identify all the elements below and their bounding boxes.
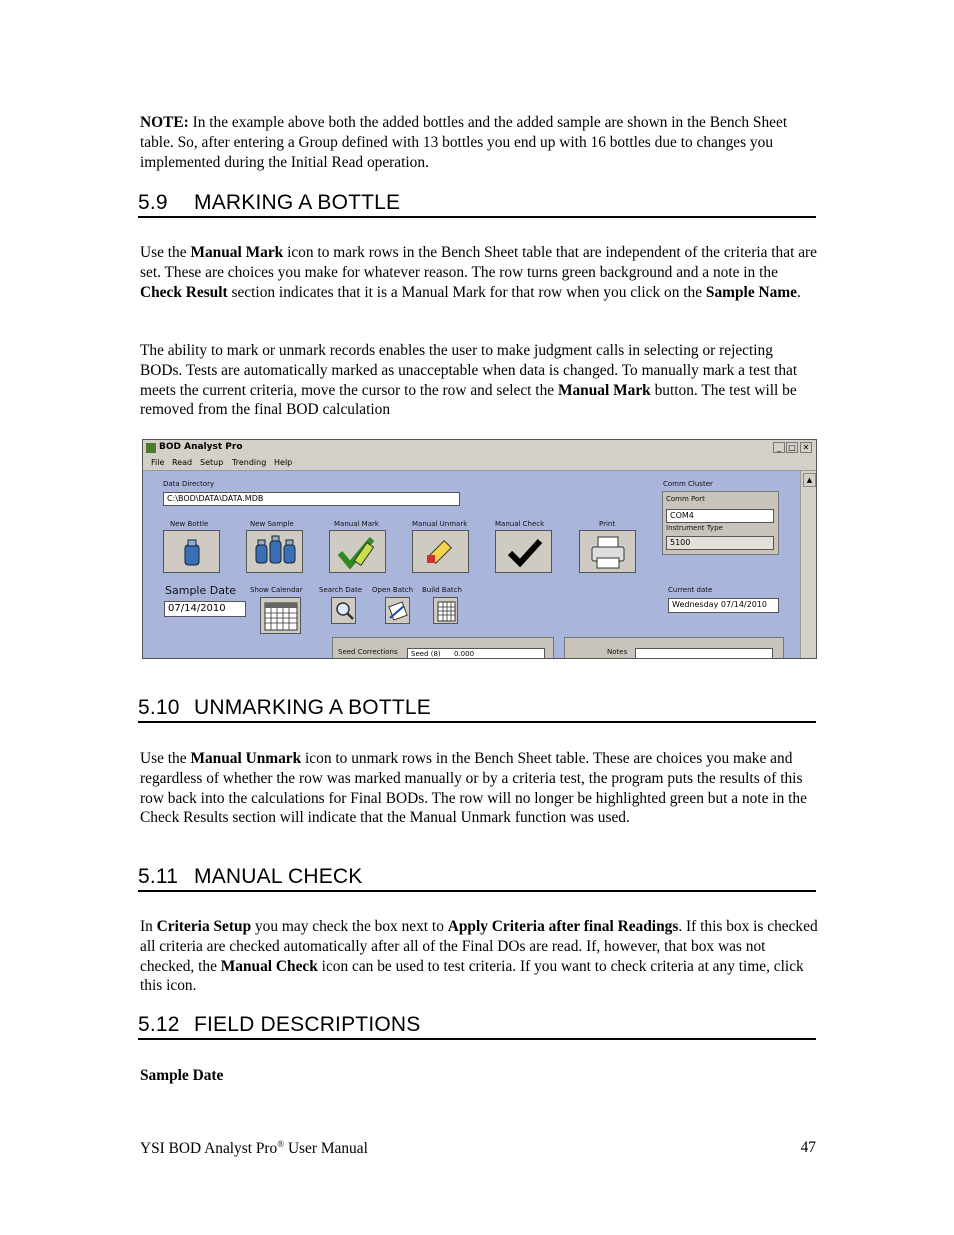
scroll-up-icon[interactable]: ▲: [803, 473, 816, 487]
menu-file[interactable]: File: [151, 458, 165, 467]
app-screenshot: [142, 439, 817, 659]
maximize-icon[interactable]: □: [786, 442, 798, 453]
data-directory-label: Data Directory: [163, 480, 215, 488]
paragraph-marking-2: The ability to mark or unmark records enables the user to make judgment calls in selecting or rejecting BODs. Tests are automatically marked as unacceptable when data is changed. To manually mark a test that meets the current criteria, move the cursor to the row and select the Manual Mark button. The test will be removed from the final BOD calculation: [140, 342, 798, 419]
seed-corrections-panel: [332, 637, 554, 659]
app-titlebar: [143, 440, 816, 456]
section-title: FIELD DESCRIPTIONS: [194, 1013, 421, 1036]
eraser-icon: [413, 531, 470, 574]
comm-port-label: Comm Port: [666, 495, 705, 503]
open-batch-icon: [386, 598, 411, 625]
open-batch-label: Open Batch: [372, 586, 414, 594]
show-calendar-label: Show Calendar: [250, 586, 303, 594]
paragraph-manual-check: In Criteria Setup you may check the box next to Apply Criteria after final Readings. If this box is checked all criteria are checked automatically after all of the Final DOs are read. If, however, that box was not checked, the Manual Check icon can be used to test criteria. If you want to check criteria at any time, click this icon.: [140, 918, 818, 995]
comm-cluster-panel: [662, 491, 779, 555]
notes-label: Notes: [607, 648, 628, 656]
build-batch-button[interactable]: [433, 597, 458, 624]
seed-corrections-label: Seed Corrections: [338, 648, 398, 656]
new-bottle-button[interactable]: [163, 530, 220, 573]
print-label: Print: [599, 520, 616, 528]
manual-check-button[interactable]: [495, 530, 552, 573]
section-title: UNMARKING A BOTTLE: [194, 696, 431, 719]
print-button[interactable]: [579, 530, 636, 573]
current-date-field: Wednesday 07/14/2010: [668, 598, 779, 613]
section-heading-5-12: [138, 1013, 816, 1040]
menu-trending[interactable]: Trending: [232, 458, 267, 467]
calendar-icon: [261, 598, 302, 635]
notes-select[interactable]: [635, 648, 773, 659]
data-directory-input[interactable]: C:\BOD\DATA\DATA.MDB: [163, 492, 460, 506]
open-batch-button[interactable]: [385, 597, 410, 624]
notes-panel: [564, 637, 784, 659]
menu-setup[interactable]: Setup: [200, 458, 224, 467]
manual-unmark-button[interactable]: [412, 530, 469, 573]
seed-select[interactable]: Seed (8) 0.000: [407, 648, 545, 659]
menu-help[interactable]: Help: [274, 458, 293, 467]
checkmark-icon: [496, 531, 553, 574]
page-number: 47: [800, 1139, 816, 1156]
sample-date-input[interactable]: 07/14/2010: [164, 601, 246, 617]
search-date-button[interactable]: [331, 597, 356, 624]
instrument-type-label: Instrument Type: [666, 524, 723, 532]
note-label: NOTE:: [140, 114, 189, 131]
app-title: BOD Analyst Pro: [159, 442, 243, 452]
manual-mark-button[interactable]: [329, 530, 386, 573]
page-footer: [140, 1139, 816, 1158]
section-number: 5.11: [138, 865, 179, 888]
manual-mark-label: Manual Mark: [334, 520, 379, 528]
bottle-icon: [164, 531, 221, 574]
checkmark-highlighter-icon: [330, 531, 387, 574]
sample-date-label: Sample Date: [165, 584, 237, 597]
menu-read[interactable]: Read: [172, 458, 193, 467]
manual-check-label: Manual Check: [495, 520, 545, 528]
vertical-scrollbar[interactable]: [800, 471, 816, 658]
section-number: 5.12: [138, 1013, 180, 1036]
close-icon[interactable]: ✕: [800, 442, 812, 453]
note-paragraph: [140, 113, 818, 172]
section-title: MANUAL CHECK: [194, 865, 363, 888]
new-bottle-label: New Bottle: [170, 520, 209, 528]
minimize-icon[interactable]: _: [773, 442, 785, 453]
footer-registered-mark: ®: [277, 1139, 285, 1149]
section-title: MARKING A BOTTLE: [194, 191, 401, 214]
section-heading-5-9: [138, 191, 816, 218]
section-number: 5.9: [138, 191, 168, 214]
comm-cluster-label: Comm Cluster: [663, 480, 713, 488]
footer-product: YSI BOD Analyst Pro: [140, 1140, 278, 1158]
section-heading-5-10: [138, 696, 816, 723]
bottles-icon: [247, 531, 304, 574]
paragraph-unmarking: Use the Manual Unmark icon to unmark rows in the Bench Sheet table. These are choices you make and regardless of whether the row was marked manually or by a criteria test, the program puts the results of this row back into the calculations for Final BODs. The row will no longer be highlighted green but a note in the Check Results section will indicate that the Manual Unmark function was used.: [140, 750, 807, 827]
comm-port-input[interactable]: COM4: [666, 509, 774, 523]
app-menubar: [143, 456, 816, 471]
current-date-label: Current date: [668, 586, 713, 594]
manual-unmark-label: Manual Unmark: [412, 520, 468, 528]
show-calendar-button[interactable]: [260, 597, 301, 634]
build-batch-label: Build Batch: [422, 586, 462, 594]
magnifier-icon: [332, 598, 357, 625]
note-text: In the example above both the added bottles and the added sample are shown in the Bench Sheet table. So, after entering a Group defined with 13 bottles you end up with 16 bottles due to changes you implemented during the Initial Read operation.: [140, 114, 788, 171]
instrument-type-field: 5100: [666, 536, 774, 550]
app-icon: [146, 443, 156, 453]
subheading-sample-date: Sample Date: [140, 1067, 224, 1084]
section-number: 5.10: [138, 696, 180, 719]
grid-icon: [434, 598, 459, 625]
new-sample-label: New Sample: [250, 520, 294, 528]
new-sample-button[interactable]: [246, 530, 303, 573]
printer-icon: [580, 531, 637, 574]
section-heading-5-11: [138, 865, 816, 892]
footer-manual: User Manual: [284, 1140, 368, 1158]
paragraph-marking-1: Use the Manual Mark icon to mark rows in the Bench Sheet table that are independent of the criteria that are set. These are choices you make for whatever reason. The row turns green background and a note in the Check Result section indicates that it is a Manual Mark for that row when you click on the Sample Name.: [140, 244, 817, 301]
search-date-label: Search Date: [319, 586, 363, 594]
